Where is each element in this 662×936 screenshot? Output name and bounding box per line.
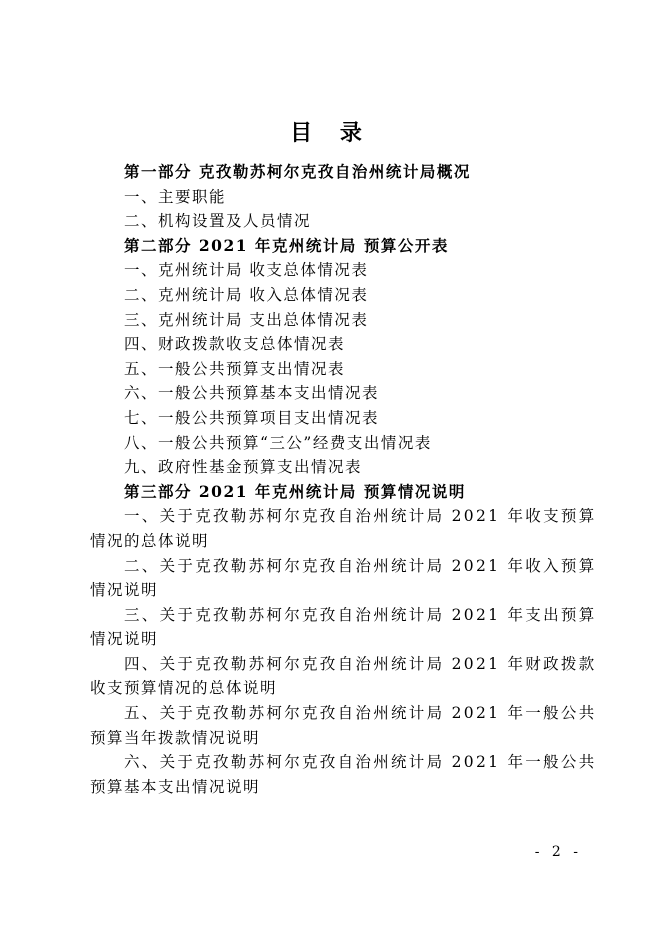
toc-paragraph-line: 收支预算情况的总体说明 bbox=[90, 679, 278, 698]
toc-paragraph-item[interactable] bbox=[90, 750, 597, 799]
toc-paragraph-line: 三、关于克孜勒苏柯尔克孜自治州统计局 2021 年支出预算 bbox=[124, 605, 597, 624]
toc-item[interactable]: 二、机构设置及人员情况 bbox=[124, 212, 312, 231]
toc-item[interactable]: 九、政府性基金预算支出情况表 bbox=[124, 458, 363, 477]
toc-item[interactable]: 一、克州统计局 收支总体情况表 bbox=[124, 261, 369, 280]
part2-heading[interactable]: 第二部分 2021 年克州统计局 预算公开表 bbox=[124, 235, 449, 255]
part1-heading[interactable]: 第一部分 克孜勒苏柯尔克孜自治州统计局概况 bbox=[124, 162, 471, 181]
toc-paragraph-line: 情况说明 bbox=[90, 630, 159, 649]
toc-paragraph-item[interactable] bbox=[90, 504, 597, 553]
toc-paragraph-line: 二、关于克孜勒苏柯尔克孜自治州统计局 2021 年收入预算 bbox=[124, 556, 597, 575]
toc-item[interactable]: 八、一般公共预算“三公”经费支出情况表 bbox=[124, 433, 432, 452]
toc-paragraph-line: 一、关于克孜勒苏柯尔克孜自治州统计局 2021 年收支预算 bbox=[124, 507, 597, 526]
page-title: 目 录 bbox=[290, 120, 372, 146]
toc-paragraph-item[interactable] bbox=[90, 603, 597, 652]
toc-item[interactable]: 一、主要职能 bbox=[124, 187, 227, 206]
toc-item[interactable]: 六、一般公共预算基本支出情况表 bbox=[124, 384, 380, 403]
toc-item[interactable]: 二、克州统计局 收入总体情况表 bbox=[124, 285, 369, 304]
toc-item[interactable]: 三、克州统计局 支出总体情况表 bbox=[124, 310, 369, 329]
toc-paragraph-item[interactable] bbox=[90, 554, 597, 603]
toc-paragraph-line: 情况的总体说明 bbox=[90, 531, 210, 550]
toc-paragraph-item[interactable] bbox=[90, 701, 597, 750]
part3-heading[interactable]: 第三部分 2021 年克州统计局 预算情况说明 bbox=[124, 481, 466, 501]
toc-paragraph-line: 情况说明 bbox=[90, 581, 159, 600]
toc-paragraph-line: 五、关于克孜勒苏柯尔克孜自治州统计局 2021 年一般公共 bbox=[124, 704, 597, 723]
toc-item[interactable]: 七、一般公共预算项目支出情况表 bbox=[124, 408, 380, 427]
toc-paragraph-line: 预算基本支出情况说明 bbox=[90, 777, 261, 796]
page-number: - 2 - bbox=[534, 844, 582, 860]
toc-item[interactable]: 五、一般公共预算支出情况表 bbox=[124, 359, 346, 378]
table-of-contents bbox=[90, 160, 597, 799]
toc-paragraph-line: 六、关于克孜勒苏柯尔克孜自治州统计局 2021 年一般公共 bbox=[124, 753, 597, 772]
toc-paragraph-item[interactable] bbox=[90, 652, 597, 701]
toc-item[interactable]: 四、财政拨款收支总体情况表 bbox=[124, 335, 346, 354]
toc-paragraph-line: 四、关于克孜勒苏柯尔克孜自治州统计局 2021 年财政拨款 bbox=[124, 654, 597, 673]
toc-paragraph-line: 预算当年拨款情况说明 bbox=[90, 728, 261, 747]
